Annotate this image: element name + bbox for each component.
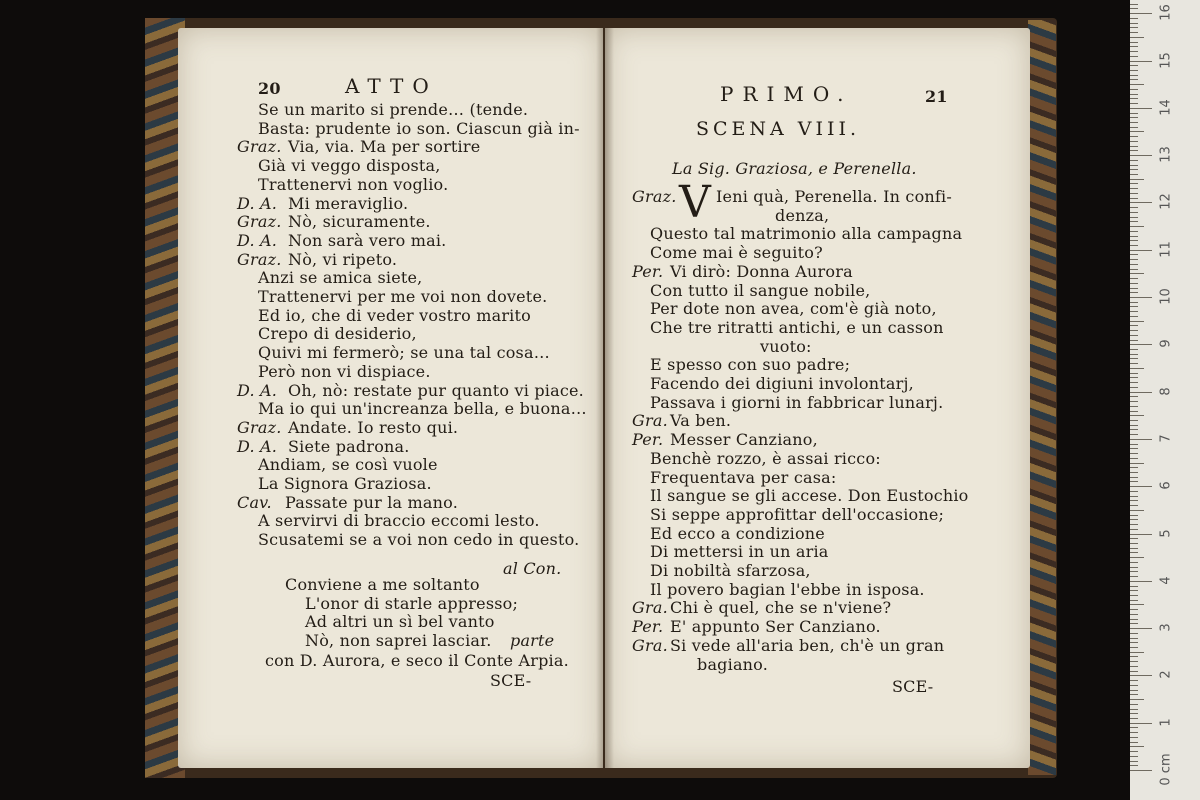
ruler-tick <box>1130 415 1144 416</box>
ruler-tick <box>1130 519 1138 520</box>
verse-line: Di mettersi in un aria <box>650 542 829 562</box>
ruler-tick <box>1130 146 1138 147</box>
ruler-tick <box>1130 429 1138 430</box>
speaker-label: Per. <box>632 261 664 281</box>
verse-line: Trattenervi non voglio. <box>258 174 449 194</box>
verse-line: Non sarà vero mai. <box>288 230 447 250</box>
verse-line: Già vi veggo disposta, <box>258 156 441 176</box>
verse-line: Si seppe approfittar dell'occasione; <box>650 504 945 524</box>
ruler-tick <box>1130 18 1138 19</box>
ruler-tick <box>1130 609 1138 610</box>
ruler-tick <box>1130 259 1138 260</box>
ruler-tick <box>1130 150 1138 151</box>
ruler-tick <box>1130 486 1152 487</box>
speaker-label: Gra. <box>632 598 668 618</box>
ruler-tick <box>1130 117 1138 118</box>
ruler-label: 4 <box>1158 576 1174 585</box>
ruler-tick <box>1130 349 1138 350</box>
ruler-tick <box>1130 94 1138 95</box>
ruler-tick <box>1130 226 1144 227</box>
ruler-tick <box>1130 642 1138 643</box>
ruler-tick <box>1130 193 1138 194</box>
ruler-tick <box>1130 543 1138 544</box>
verse-line: bagiano. <box>697 654 769 674</box>
verse-line: Messer Canziano, <box>670 430 818 450</box>
ruler-tick <box>1130 552 1138 553</box>
ruler-tick <box>1130 136 1138 137</box>
ruler-tick <box>1130 179 1144 180</box>
verse-line: Come mai è seguito? <box>650 243 823 263</box>
ruler-tick <box>1130 713 1138 714</box>
right-page-number: 21 <box>925 87 948 106</box>
verse-line: Che tre ritratti antichi, e un casson <box>650 317 944 337</box>
ruler-label: 14 <box>1158 99 1174 116</box>
scene-characters: La Sig. Graziosa, e Perenella. <box>672 159 917 178</box>
ruler-tick <box>1130 269 1138 270</box>
left-page-number: 20 <box>258 79 281 98</box>
verse-line: Va ben. <box>670 411 732 431</box>
verse-line: Andiam, se così vuole <box>258 455 438 475</box>
ruler-tick <box>1130 37 1144 38</box>
ruler-tick <box>1130 264 1138 265</box>
right-running-header: PRIMO. <box>720 82 853 106</box>
ruler-tick <box>1130 586 1138 587</box>
verse-line: Ed ecco a condizione <box>650 523 825 543</box>
exit-line: con D. Aurora, e seco il Conte Arpia. <box>265 651 569 670</box>
ruler-tick <box>1130 746 1144 747</box>
ruler-tick <box>1130 411 1138 412</box>
aria-verse-line: L'onor di starle appresso; <box>305 593 519 613</box>
ruler-label: 3 <box>1158 623 1174 632</box>
ruler-label: 10 <box>1158 288 1174 305</box>
speaker-label: Gra. <box>632 411 668 431</box>
ruler-tick <box>1130 254 1138 255</box>
ruler-tick <box>1130 628 1152 629</box>
verse-line: Frequentava per casa: <box>650 467 837 487</box>
ruler-tick <box>1130 420 1138 421</box>
aria-verse-line: Nò, non saprei lasciar. <box>305 631 492 651</box>
ruler-tick <box>1130 217 1138 218</box>
ruler-tick <box>1130 340 1138 341</box>
exit-note: parte <box>510 631 555 650</box>
ruler-tick <box>1130 4 1138 5</box>
verse-line: denza, <box>775 205 830 225</box>
ruler-tick <box>1130 306 1138 307</box>
ruler-label: 12 <box>1158 193 1174 211</box>
verse-line: Si vede all'aria ben, ch'è un gran <box>670 635 945 655</box>
verse-line: Oh, nò: restate pur quanto vi piace. <box>288 380 584 400</box>
speaker-label: Graz. <box>237 137 282 157</box>
ruler-tick <box>1130 661 1138 662</box>
ruler-tick <box>1130 358 1138 359</box>
verse-line: Di nobiltà sfarzosa, <box>650 561 811 580</box>
ruler-tick <box>1130 425 1138 426</box>
ruler-tick <box>1130 562 1138 563</box>
aria-verse-line: Conviene a me soltanto <box>285 575 480 594</box>
ruler-tick <box>1130 463 1144 464</box>
ruler-tick <box>1130 56 1138 57</box>
verse-line: A servirvi di braccio eccomi lesto. <box>258 511 540 531</box>
catchword: SCE- <box>892 677 934 696</box>
ruler-tick <box>1130 368 1144 369</box>
verse-line: Questo tal matrimonio alla campagna <box>650 224 963 244</box>
speaker-label: D. A. <box>237 380 278 400</box>
ruler-tick <box>1130 207 1138 208</box>
ruler-tick <box>1130 363 1138 364</box>
ruler-tick <box>1130 89 1138 90</box>
ruler-tick <box>1130 604 1144 605</box>
ruler-tick <box>1130 756 1138 757</box>
verse-line: Il sangue se gli accese. Don Eustochio <box>650 486 969 506</box>
ruler-tick <box>1130 46 1138 47</box>
ruler-tick <box>1130 283 1138 284</box>
ruler-tick <box>1130 188 1138 189</box>
ruler-tick <box>1130 439 1152 440</box>
ruler-tick <box>1130 278 1138 279</box>
ruler-tick <box>1130 42 1138 43</box>
ruler-label: 8 <box>1158 386 1174 396</box>
ruler-tick <box>1130 344 1152 345</box>
speaker-label: Graz. <box>237 417 282 437</box>
verse-line: E spesso con suo padre; <box>650 355 851 375</box>
ruler-tick <box>1130 557 1144 558</box>
measurement-ruler <box>1130 0 1200 800</box>
verse-line: Basta: prudente io son. Ciascun già in- <box>258 118 580 138</box>
ruler-tick <box>1130 675 1152 676</box>
ruler-tick <box>1130 496 1138 497</box>
ruler-tick <box>1130 236 1138 237</box>
ruler-tick <box>1130 656 1138 657</box>
verse-line: Trattenervi per me voi non dovete. <box>258 287 548 306</box>
ruler-tick <box>1130 761 1138 762</box>
verse-line: Chi è quel, che se n'viene? <box>670 598 892 618</box>
ruler-tick <box>1130 61 1152 62</box>
ruler-tick <box>1130 600 1138 601</box>
ruler-tick <box>1130 113 1138 114</box>
ruler-tick <box>1130 183 1138 184</box>
verse-line: Nò, vi ripeto. <box>288 249 398 269</box>
ruler-tick <box>1130 387 1138 388</box>
ruler-tick <box>1130 448 1138 449</box>
ruler-tick <box>1130 444 1138 445</box>
ruler-tick <box>1130 13 1152 14</box>
ruler-tick <box>1130 98 1138 99</box>
ruler-tick <box>1130 122 1138 123</box>
verse-line: Anzi se amica siete, <box>258 268 423 288</box>
ruler-tick <box>1130 534 1152 535</box>
ruler-tick <box>1130 477 1138 478</box>
verse-line: vuoto: <box>760 336 812 356</box>
ruler-tick <box>1130 321 1144 322</box>
ruler-tick <box>1130 515 1138 516</box>
speaker-label: Per. <box>632 430 664 450</box>
speaker-label: Per. <box>632 617 664 637</box>
ruler-tick <box>1130 330 1138 331</box>
ruler-tick <box>1130 221 1138 222</box>
ruler-tick <box>1130 458 1138 459</box>
ruler-tick <box>1130 84 1144 85</box>
ruler-tick <box>1130 434 1138 435</box>
ruler-label: 1 <box>1158 718 1174 727</box>
speaker-label: Graz. <box>237 249 282 269</box>
ruler-tick <box>1130 538 1138 539</box>
ruler-tick <box>1130 737 1138 738</box>
speaker-label: Cav. <box>237 492 272 512</box>
ruler-tick <box>1130 75 1138 76</box>
ruler-tick <box>1130 316 1138 317</box>
ruler-tick <box>1130 392 1152 393</box>
verse-line: Nò, sicuramente. <box>288 212 431 232</box>
ruler-tick <box>1130 704 1138 705</box>
ruler-tick <box>1130 65 1138 66</box>
verse-line: Facendo dei digiuni involontarj, <box>650 374 914 393</box>
verse-line: Ma io qui un'increanza bella, e buona… <box>258 399 587 419</box>
ruler-label: 16 <box>1158 4 1174 21</box>
ruler-tick <box>1130 732 1138 733</box>
ruler-tick <box>1130 505 1138 506</box>
ruler-tick <box>1130 396 1138 397</box>
ruler-label: 6 <box>1158 481 1174 490</box>
verse-line: Scusatemi se a voi non cedo in questo. <box>258 530 580 550</box>
ruler-tick <box>1130 529 1138 530</box>
catchword: SCE- <box>490 671 532 690</box>
ruler-label: 0 cm <box>1158 753 1174 786</box>
speaker-label: D. A. <box>237 230 278 250</box>
ruler-tick <box>1130 51 1138 52</box>
ruler-tick <box>1130 742 1138 743</box>
ruler-tick <box>1130 633 1138 634</box>
ruler-tick <box>1130 240 1138 241</box>
ruler-tick <box>1130 401 1138 402</box>
ruler-label: 9 <box>1158 339 1174 348</box>
scene-title: SCENA VIII. <box>696 118 861 140</box>
ruler-tick <box>1130 699 1144 700</box>
ruler-tick <box>1130 174 1138 175</box>
ruler-tick <box>1130 212 1138 213</box>
ruler-tick <box>1130 623 1138 624</box>
verse-line: Ed io, che di veder vostro marito <box>258 305 531 325</box>
ruler-tick <box>1130 8 1138 9</box>
left-running-header: ATTO <box>345 74 438 98</box>
aria-verse-line: Ad altri un sì bel vanto <box>305 612 495 632</box>
verse-line: Passate pur la mano. <box>285 492 459 512</box>
ruler-tick <box>1130 297 1152 298</box>
ruler-tick <box>1130 406 1138 407</box>
ruler-tick <box>1130 155 1152 156</box>
speaker-label: Gra. <box>632 635 668 655</box>
ruler-tick <box>1130 245 1138 246</box>
ruler-tick <box>1130 131 1144 132</box>
ruler-tick <box>1130 127 1138 128</box>
ruler-tick <box>1130 292 1138 293</box>
verse-line: Però non vi dispiace. <box>258 361 431 381</box>
verse-line: Mi meraviglio. <box>288 193 409 213</box>
ruler-tick <box>1130 619 1138 620</box>
ruler-tick <box>1130 467 1138 468</box>
ruler-tick <box>1130 581 1152 582</box>
verse-line: Se un marito si prende… (tende. <box>258 100 529 119</box>
ruler-tick <box>1130 202 1152 203</box>
ruler-tick <box>1130 571 1138 572</box>
ruler-tick <box>1130 548 1138 549</box>
ruler-tick <box>1130 27 1138 28</box>
ruler-tick <box>1130 141 1138 142</box>
verse-line: Via, via. Ma per sortire <box>288 137 481 157</box>
ruler-tick <box>1130 576 1138 577</box>
verse-line: La Signora Graziosa. <box>258 474 432 493</box>
ruler-tick <box>1130 510 1144 511</box>
ruler-tick <box>1130 165 1138 166</box>
speaker-label: D. A. <box>237 436 278 456</box>
verse-line: Passava i giorni in fabbricar lunarj. <box>650 392 944 412</box>
ruler-tick <box>1130 652 1144 653</box>
verse-line: Il povero bagian l'ebbe in isposa. <box>650 579 925 599</box>
ruler-tick <box>1130 723 1152 724</box>
book-gutter <box>596 28 614 768</box>
verse-line: Benchè rozzo, è assai ricco: <box>650 448 881 468</box>
ruler-tick <box>1130 694 1138 695</box>
speaker-label: Graz. <box>237 212 282 232</box>
ruler-tick <box>1130 382 1138 383</box>
ruler-tick <box>1130 311 1138 312</box>
ruler-tick <box>1130 23 1138 24</box>
ruler-label: 15 <box>1158 51 1174 69</box>
ruler-tick <box>1130 250 1152 251</box>
verse-line: Per dote non avea, com'è già noto, <box>650 299 937 319</box>
ruler-tick <box>1130 500 1138 501</box>
verse-line: Andate. Io resto qui. <box>288 417 459 437</box>
speaker-label: Graz. <box>632 187 677 206</box>
marbled-cover-right-edge <box>1028 20 1056 775</box>
ruler-label: 7 <box>1158 434 1174 443</box>
verse-line: Con tutto il sangue nobile, <box>650 280 871 300</box>
ruler-tick <box>1130 472 1138 473</box>
ruler-tick <box>1130 770 1152 771</box>
ruler-tick <box>1130 666 1138 667</box>
ruler-tick <box>1130 70 1138 71</box>
ruler-tick <box>1130 524 1138 525</box>
ruler-tick <box>1130 638 1138 639</box>
ruler-tick <box>1130 647 1138 648</box>
ruler-tick <box>1130 231 1138 232</box>
ruler-label: 2 <box>1158 670 1174 680</box>
ruler-tick <box>1130 169 1138 170</box>
ruler-tick <box>1130 108 1152 109</box>
verse-line: Siete padrona. <box>288 436 410 456</box>
ruler-tick <box>1130 567 1138 568</box>
ruler-tick <box>1130 103 1138 104</box>
ruler-tick <box>1130 590 1138 591</box>
ruler-label: 11 <box>1158 240 1174 258</box>
verse-line: Quivi mi fermerò; se una tal cosa… <box>258 343 550 363</box>
ruler-tick <box>1130 690 1138 691</box>
ruler-tick <box>1130 709 1138 710</box>
ruler-tick <box>1130 727 1138 728</box>
ruler-tick <box>1130 595 1138 596</box>
drop-cap: V <box>679 177 711 228</box>
ruler-tick <box>1130 198 1138 199</box>
verse-line: Ieni quà, Perenella. In confi- <box>716 187 952 206</box>
ruler-tick <box>1130 765 1138 766</box>
ruler-tick <box>1130 481 1138 482</box>
ruler-tick <box>1130 377 1138 378</box>
ruler-tick <box>1130 32 1138 33</box>
ruler-label: 5 <box>1158 528 1174 538</box>
stage-direction: al Con. <box>503 559 562 578</box>
ruler-tick <box>1130 685 1138 686</box>
ruler-tick <box>1130 335 1138 336</box>
ruler-tick <box>1130 453 1138 454</box>
ruler-tick <box>1130 680 1138 681</box>
ruler-tick <box>1130 288 1138 289</box>
ruler-tick <box>1130 302 1138 303</box>
ruler-tick <box>1130 614 1138 615</box>
ruler-tick <box>1130 491 1138 492</box>
ruler-tick <box>1130 671 1138 672</box>
ruler-tick <box>1130 354 1138 355</box>
verse-line: Crepo di desiderio, <box>258 324 417 344</box>
ruler-tick <box>1130 751 1138 752</box>
ruler-tick <box>1130 79 1138 80</box>
ruler-tick <box>1130 160 1138 161</box>
ruler-tick <box>1130 373 1138 374</box>
speaker-label: D. A. <box>237 193 278 213</box>
ruler-tick <box>1130 273 1144 274</box>
ruler-tick <box>1130 718 1138 719</box>
ruler-label: 13 <box>1158 146 1174 163</box>
ruler-tick <box>1130 325 1138 326</box>
verse-line: Vi dirò: Donna Aurora <box>670 261 853 281</box>
verse-line: E' appunto Ser Canziano. <box>670 617 881 637</box>
